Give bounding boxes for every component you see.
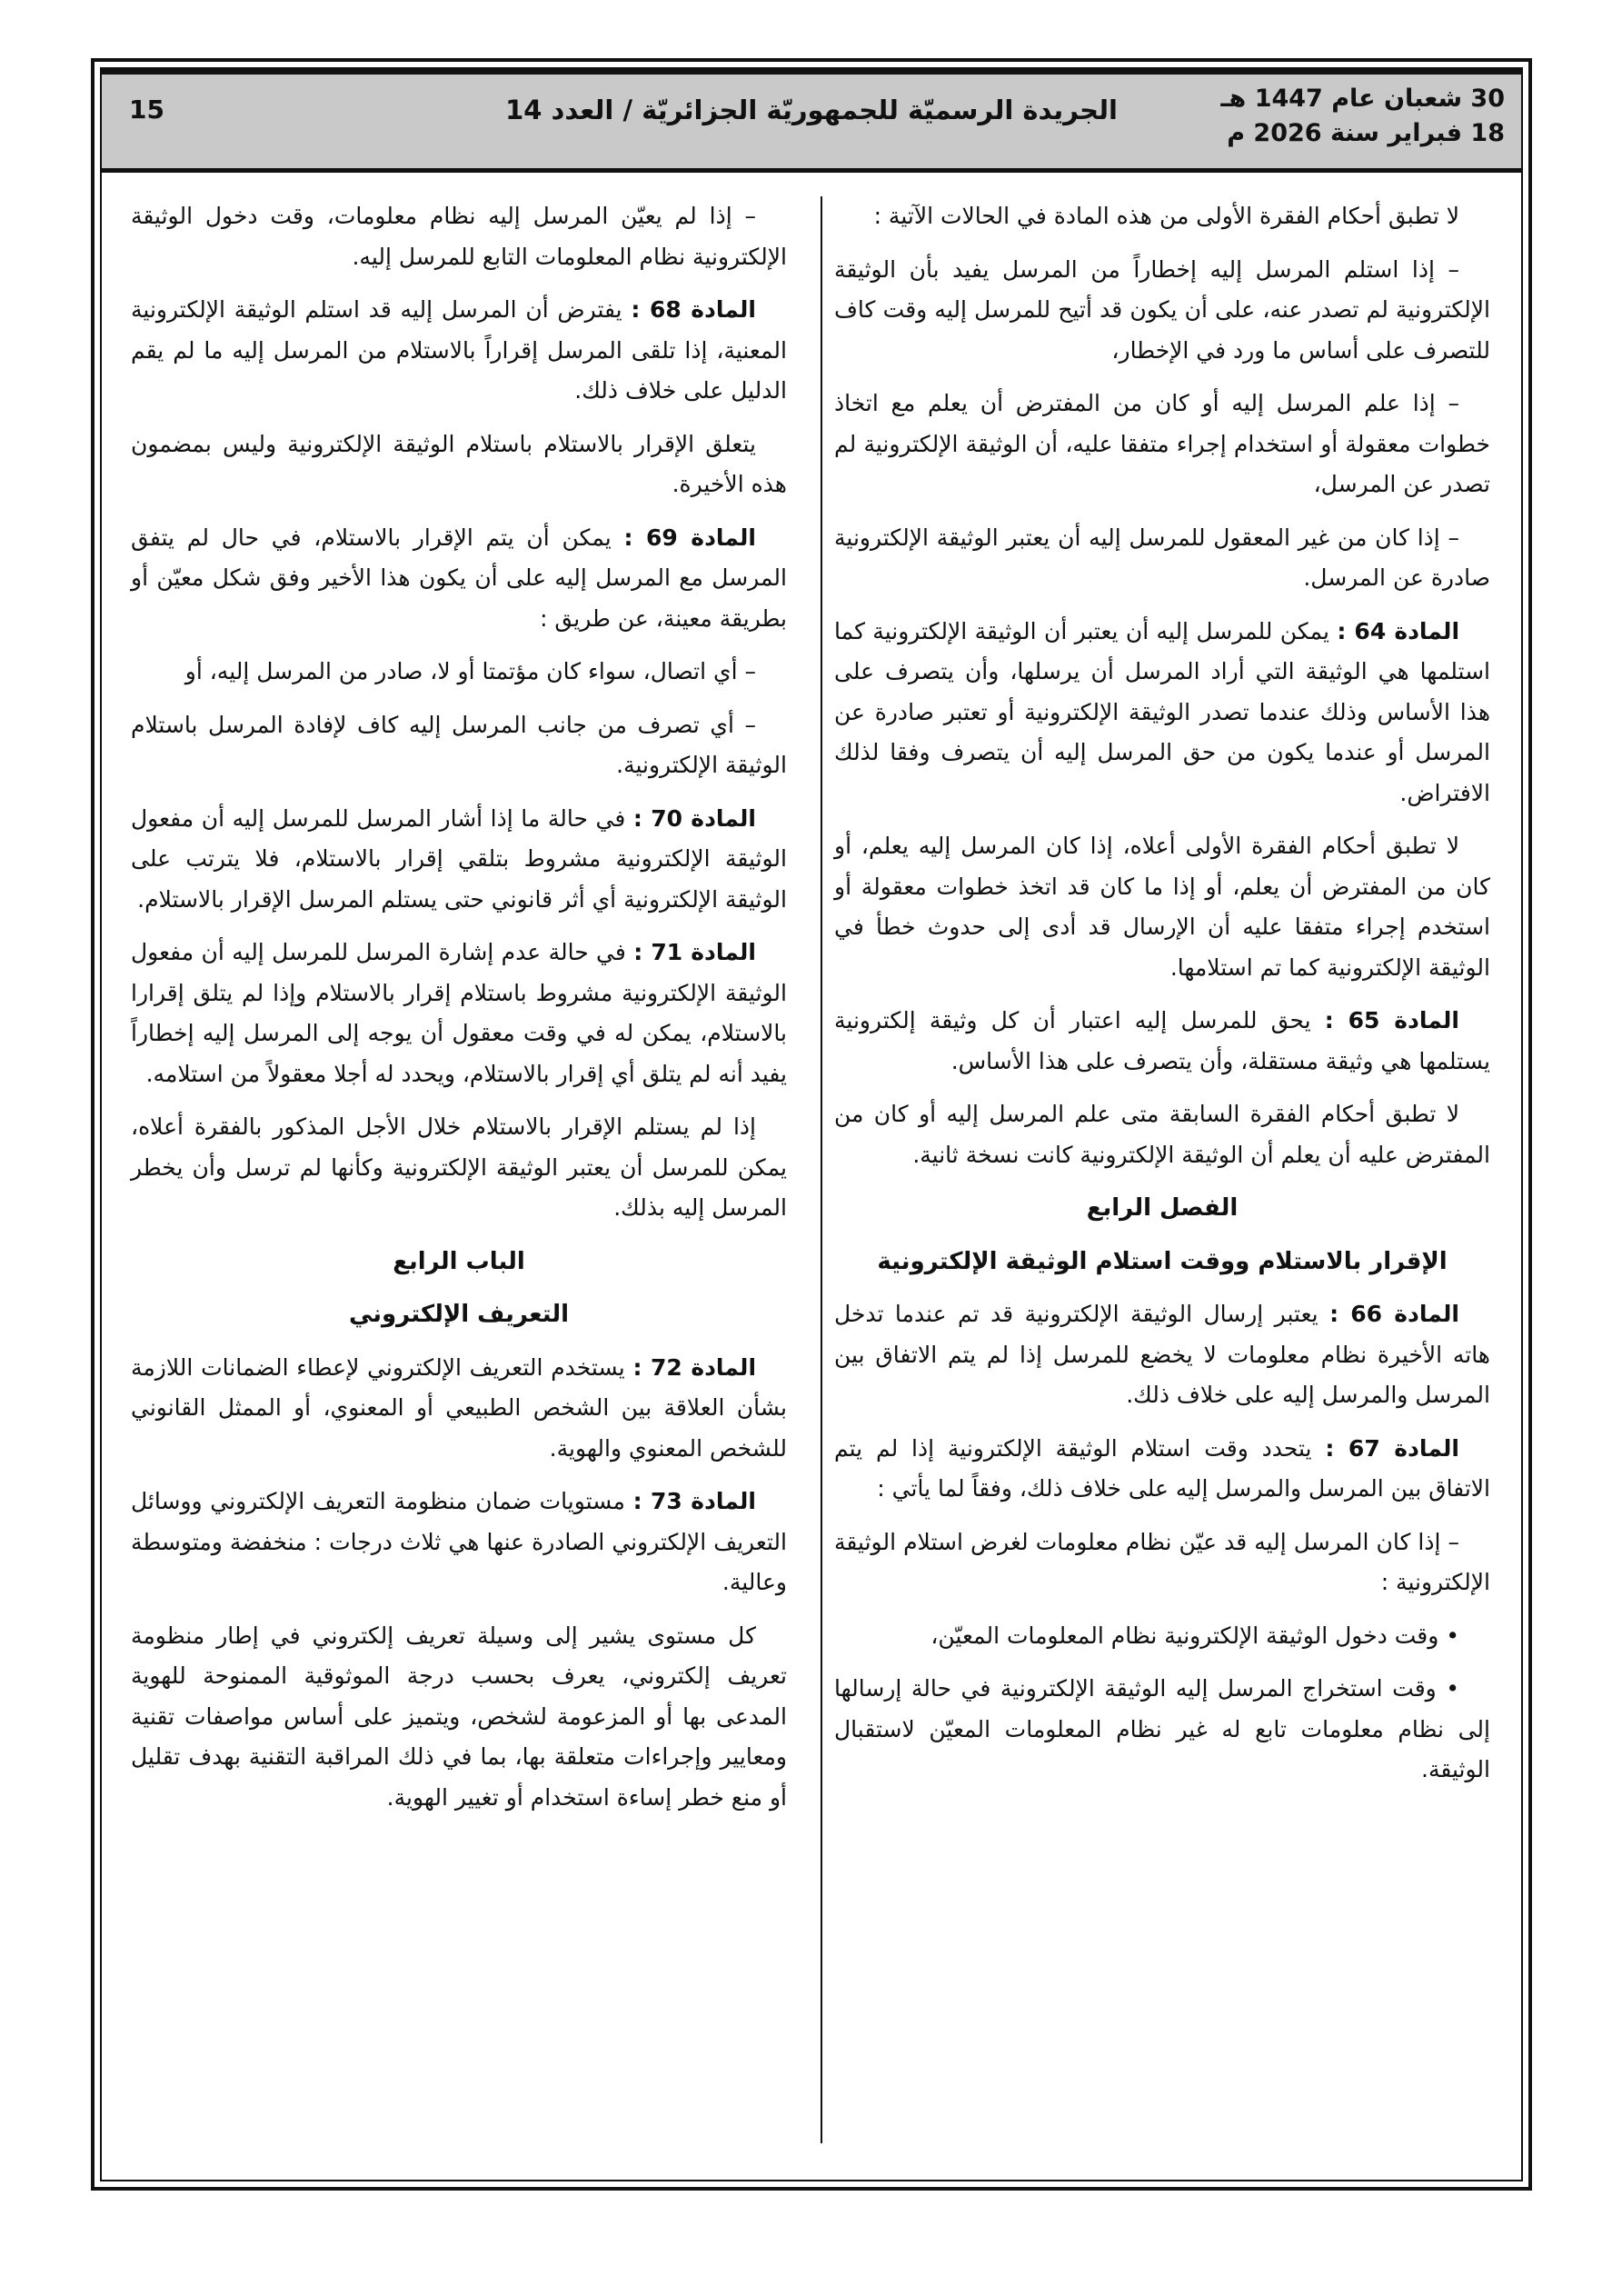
paragraph-text: – إذا كان المرسل إليه قد عيّن نظام معلومات لغرض استلام الوثيقة الإلكترونية : — [834, 1528, 1490, 1595]
paragraph-text: يتحدد وقت استلام الوثيقة الإلكترونية إذا لم يتم الاتفاق بين المرسل والمرسل إليه على خلاف ذلك، وفقاً لما يأتي : — [834, 1434, 1490, 1502]
paragraph-text: يستخدم التعريف الإلكتروني لإعطاء الضمانات اللازمة بشأن العلاقة بين الشخص الطبيعي أو المعنوي، أو الممثل القانوني للشخص المعنوي والهوية. — [131, 1353, 787, 1462]
article-paragraph — [834, 1294, 1490, 1416]
paragraph-text: لا تطبق أحكام الفقرة الأولى من هذه المادة في الحالات الآتية : — [873, 203, 1459, 229]
page-frame — [91, 58, 1532, 2191]
paragraph-text: إذا لم يستلم الإقرار بالاستلام خلال الأجل المذكور بالفقرة أعلاه، يمكن للمرسل أن يعتبر الوثيقة الإلكترونية وكأنها لم ترسل وأن يخطر المرسل إليه بذلك. — [131, 1113, 787, 1221]
article-paragraph — [834, 1001, 1490, 1082]
column-divider — [821, 196, 822, 2143]
date-gregorian: 18 فبراير سنة 2026 م — [1227, 119, 1505, 147]
article-paragraph — [834, 1429, 1490, 1510]
paragraph-text: • وقت استخراج المرسل إليه الوثيقة الإلكترونية في حالة إرسالها إلى نظام معلومات تابع له غير نظام المعلومات المعيّن لاستقبال الوثيقة. — [834, 1675, 1490, 1782]
paragraph-text: يفترض أن المرسل إليه قد استلم الوثيقة الإلكترونية المعنية، إذا تلقى المرسل إقراراً بالاستلام من المرسل إليه ما لم يقم الدليل على خلاف ذلك. — [131, 296, 787, 404]
article-label: المادة 73 : — [632, 1488, 756, 1514]
paragraph — [834, 250, 1490, 372]
paragraph — [131, 196, 787, 277]
article-label: المادة 64 : — [1337, 617, 1460, 644]
paragraph-text: يتعلق الإقرار بالاستلام باستلام الوثيقة الإلكترونية وليس بمضمون هذه الأخيرة. — [131, 430, 787, 497]
article-paragraph — [131, 1348, 787, 1470]
article-label: المادة 69 : — [623, 524, 756, 551]
paragraph-text: يعتبر إرسال الوثيقة الإلكترونية قد تم عندما تدخل هاته الأخيرة نظام معلومات لا يخضع للمرسل إذا لم يتم الاتفاق بين المرسل والمرسل إليه على خلاف ذلك. — [834, 1301, 1490, 1408]
paragraph-text: – إذا لم يعيّن المرسل إليه نظام معلومات، وقت دخول الوثيقة الإلكترونية نظام المعلومات التابع للمرسل إليه. — [131, 203, 787, 270]
left-column — [131, 196, 787, 1831]
paragraph — [834, 1616, 1490, 1657]
section-heading: التعريف الإلكتروني — [348, 1301, 570, 1328]
paragraph-text: – أي تصرف من جانب المرسل إليه كاف لإفادة المرسل باستلام الوثيقة الإلكترونية. — [131, 711, 787, 778]
journal-title: الجريدة الرسميّة للجمهوريّة الجزائريّة / العدد 14 — [505, 95, 1118, 125]
paragraph — [834, 1094, 1490, 1175]
paragraph-text: – إذا كان من غير المعقول للمرسل إليه أن يعتبر الوثيقة الإلكترونية صادرة عن المرسل. — [834, 524, 1490, 591]
right-column — [834, 196, 1490, 1803]
paragraph-text: – أي اتصال، سواء كان مؤتمتا أو لا، صادر من المرسل إليه، أو — [184, 658, 756, 684]
article-paragraph — [834, 612, 1490, 814]
paragraph-text: – إذا علم المرسل إليه أو كان من المفترض أن يعلم مع اتخاذ خطوات معقولة أو استخدام إجراء متفقا عليه، أن الوثيقة الإلكترونية لم تصدر عن المرسل، — [834, 390, 1490, 497]
paragraph-text: في حالة عدم إشارة المرسل للمرسل إليه أن مفعول الوثيقة الإلكترونية مشروط باستلام إقرار بالاستلام وإذا لم يتلق إقرارا بالاستلام، يمكن له في وقت معقول أن يوجه إلى المرسل إليه إخطاراً يفيد أنه لم يتلق أي إقرار بالاستلام، ويحدد له أجلا معقولاً من استلامه. — [131, 939, 787, 1087]
article-paragraph — [131, 799, 787, 921]
paragraph-text: في حالة ما إذا أشار المرسل للمرسل إليه أن مفعول الوثيقة الإلكترونية مشروط بتلقي إقرار بالاستلام، فلا يترتب على الوثيقة الإلكترونية أي أثر قانوني حتى يستلم المرسل الإقرار بالاستلام. — [131, 804, 787, 913]
article-paragraph — [131, 933, 787, 1094]
date-hijri: 30 شعبان عام 1447 هـ — [1220, 85, 1505, 113]
paragraph-text: يمكن أن يتم الإقرار بالاستلام، في حال لم يتفق المرسل مع المرسل إليه على أن يكون هذا الأخير وفق شكل معيّن أو بطريقة معينة، عن طريق : — [131, 524, 787, 632]
paragraph — [131, 652, 787, 693]
paragraph — [131, 1616, 787, 1819]
paragraph — [834, 384, 1490, 505]
article-label: المادة 72 : — [632, 1353, 757, 1381]
paragraph-text: لا تطبق أحكام الفقرة الأولى أعلاه، إذا كان المرسل إليه يعلم، أو كان من المفترض أن يعلم، أو إذا ما كان قد اتخذ خطوات معقولة أو استخدم إجراء متفقا عليه أن الإرسال قد أدى إلى حدوث خطأ في الوثيقة الإلكترونية كما تم استلامها. — [834, 833, 1490, 981]
section-heading: الفصل الرابع — [1086, 1194, 1239, 1222]
section-heading: الإقرار بالاستلام ووقت استلام الوثيقة الإلكترونية — [877, 1247, 1448, 1275]
page-number: 15 — [129, 95, 164, 125]
paragraph-text: يمكن للمرسل إليه أن يعتبر أن الوثيقة الإلكترونية كما استلمها هي الوثيقة التي أراد المرسل أن يرسلها، وأن يتصرف على هذا الأساس وذلك عندما تصدر الوثيقة الإلكترونية أو تعتبر صادرة عن المرسل أو عندما يكون من حق المرسل إليه أن يتصرف وفقا لذلك الافتراض. — [834, 617, 1490, 806]
article-label: المادة 68 : — [631, 296, 756, 323]
article-label: المادة 66 : — [1329, 1301, 1459, 1327]
paragraph — [834, 1522, 1490, 1603]
article-label: المادة 71 : — [633, 939, 756, 965]
paragraph-text: يحق للمرسل إليه اعتبار أن كل وثيقة إلكترونية يستلمها هي وثيقة مستقلة، وأن يتصرف على هذا الأساس. — [834, 1007, 1490, 1074]
paragraph — [131, 1107, 787, 1229]
paragraph — [834, 196, 1490, 237]
paragraph-text: مستويات ضمان منظومة التعريف الإلكتروني ووسائل التعريف الإلكتروني الصادرة عنها هي ثلاث درجات : منخفضة ومتوسطة وعالية. — [131, 1488, 787, 1595]
section-heading: الباب الرابع — [393, 1247, 525, 1275]
page-inner-frame — [100, 67, 1523, 2181]
article-paragraph — [131, 290, 787, 412]
page-header — [102, 69, 1521, 173]
paragraph — [131, 705, 787, 786]
paragraph-text: – إذا استلم المرسل إليه إخطاراً من المرسل يفيد بأن الوثيقة الإلكترونية لم تصدر عنه، على أن يكون قد أتيح للمرسل إليه وقت كاف للتصرف على أساس ما ورد في الإخطار، — [834, 255, 1490, 364]
article-label: المادة 70 : — [632, 804, 756, 832]
paragraph — [131, 424, 787, 505]
paragraph — [834, 1669, 1490, 1791]
paragraph — [834, 518, 1490, 599]
article-paragraph — [131, 1482, 787, 1603]
paragraph-text: لا تطبق أحكام الفقرة السابقة متى علم المرسل إليه أو كان من المفترض عليه أن يعلم أن الوثيقة الإلكترونية كانت نسخة ثانية. — [834, 1101, 1490, 1168]
paragraph-text: • وقت دخول الوثيقة الإلكترونية نظام المعلومات المعيّن، — [930, 1622, 1459, 1649]
article-paragraph — [131, 518, 787, 640]
article-label: المادة 65 : — [1324, 1007, 1459, 1033]
paragraph-text: كل مستوى يشير إلى وسيلة تعريف إلكتروني في إطار منظومة تعريف إلكتروني، يعرف بحسب درجة الموثوقية الممنوحة للهوية المدعى بها أو المزعومة لشخص، ويتميز على أساس مواصفات تقنية ومعايير وإجراءات متعلقة بها، بما في ذلك المراقبة التقنية بهدف تقليل أو منع خطر إساءة استخدام أو تغيير الهوية. — [131, 1622, 787, 1811]
article-label: المادة 67 : — [1325, 1434, 1459, 1462]
paragraph — [834, 826, 1490, 988]
